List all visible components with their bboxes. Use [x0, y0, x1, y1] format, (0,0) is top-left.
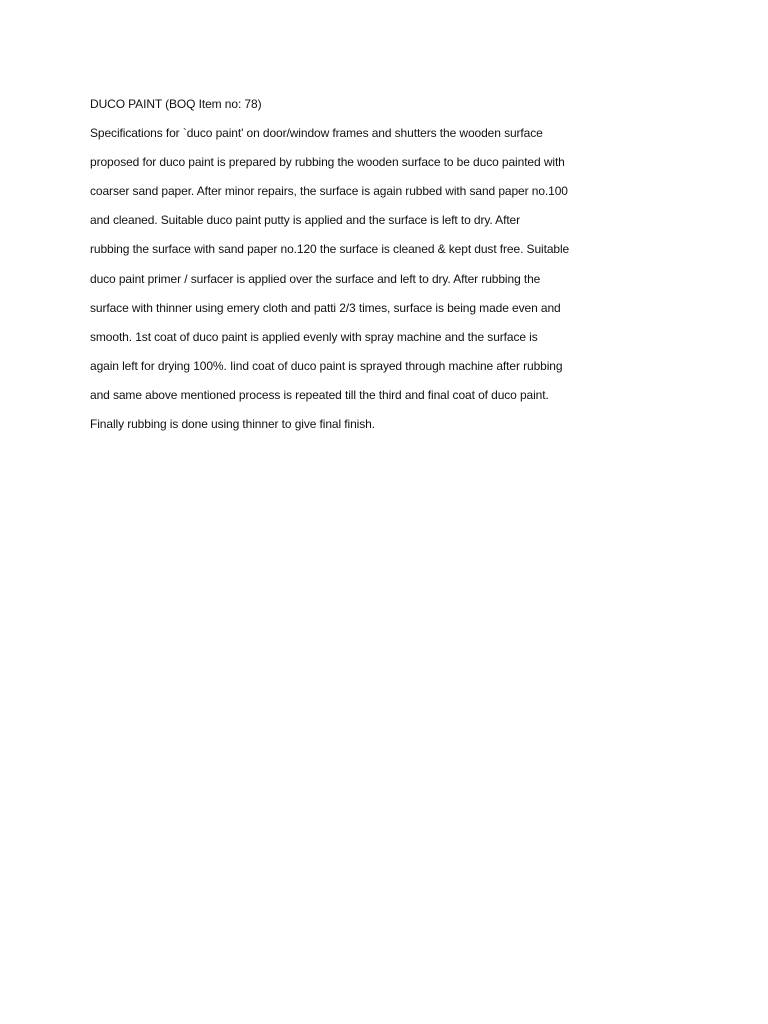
body-line-2: proposed for duco paint is prepared by rubbing the wooden surface to be duco painted with	[90, 155, 565, 170]
body-line-6: duco paint primer / surfacer is applied over the surface and left to dry. After rubbing the	[90, 271, 541, 286]
body-line-1: Specifications for `duco paint' on door/window frames and shutters the wooden surface	[90, 126, 543, 141]
body-line-4: and cleaned. Suitable duco paint putty is applied and the surface is left to dry. After	[90, 213, 521, 228]
body-line-10: and same above mentioned process is repeated till the third and final coat of duco paint.	[90, 387, 549, 402]
body-line-11: Finally rubbing is done using thinner to give final finish.	[90, 417, 375, 432]
body-line-7: surface with thinner using emery cloth and patti 2/3 times, surface is being made even and	[90, 300, 561, 315]
body-line-9: again left for drying 100%. Iind coat of duco paint is sprayed through machine after rubbing	[90, 358, 563, 373]
document-text-block	[90, 90, 630, 439]
body-line-3: coarser sand paper. After minor repairs, the surface is again rubbed with sand paper no.100	[90, 184, 568, 199]
body-line-5: rubbing the surface with sand paper no.120 the surface is cleaned & kept dust free. Suitable	[90, 242, 570, 257]
document-heading: DUCO PAINT (BOQ Item no: 78)	[90, 97, 262, 111]
body-line-8: smooth. 1st coat of duco paint is applied evenly with spray machine and the surface is	[90, 329, 538, 344]
